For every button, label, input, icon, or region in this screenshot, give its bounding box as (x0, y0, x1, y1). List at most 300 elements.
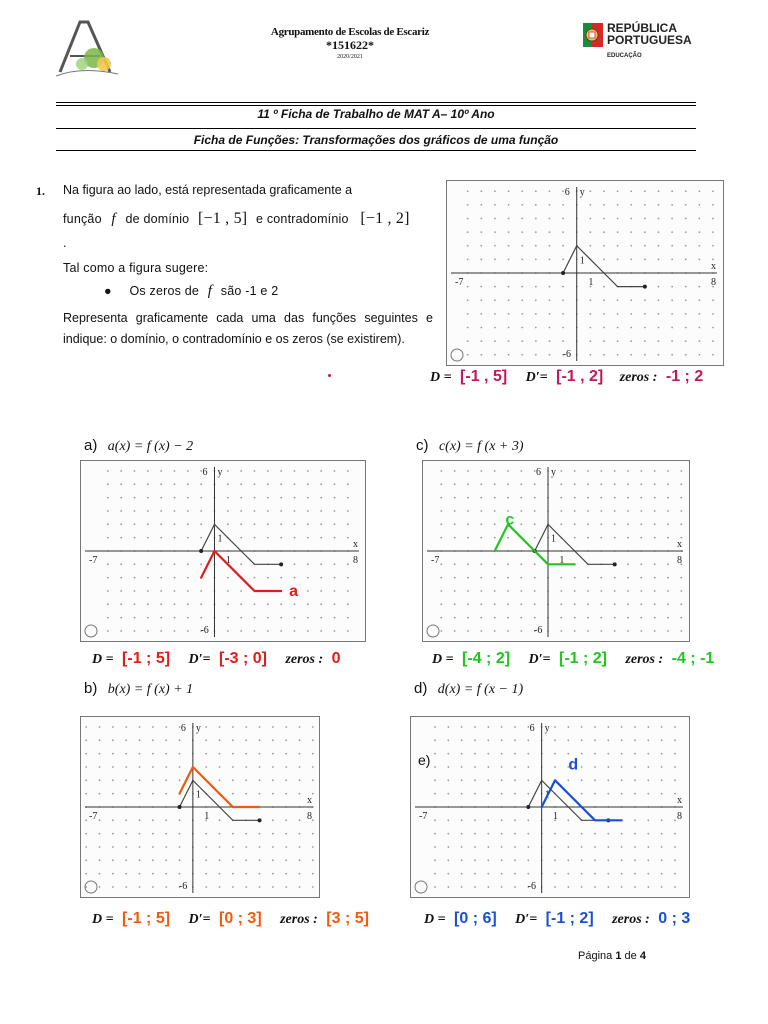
grid-dot (232, 739, 234, 741)
grid-dot (454, 577, 456, 579)
grid-dot (219, 873, 221, 875)
grid-dot (487, 873, 489, 875)
grid-dot (461, 886, 463, 888)
grid-dot (320, 483, 322, 485)
grid-dot (467, 617, 469, 619)
grid-dot (535, 299, 537, 301)
grid-dot (334, 497, 336, 499)
grid-dot (680, 617, 682, 619)
y-tick-top: 6 (536, 467, 542, 478)
grid-dot (640, 630, 642, 632)
grid-dot (200, 497, 202, 499)
grid-dot (685, 354, 687, 356)
grid-dot (587, 603, 589, 605)
main-answer: D = [-1 , 5] D′= [-1 , 2] zeros : -1 ; 2 (430, 368, 704, 385)
grid-dot (589, 218, 591, 220)
grid-dot (134, 497, 136, 499)
grid-dot (647, 859, 649, 861)
y-tick-unit: 1 (544, 789, 550, 801)
grid-dot (240, 510, 242, 512)
grid-dot (227, 590, 229, 592)
grid-dot (454, 497, 456, 499)
grid-dot (334, 617, 336, 619)
grid-dot (120, 577, 122, 579)
worksheet-subtitle: Ficha de Funções: Transformações dos gráficos de uma função (193, 133, 559, 147)
grid-dot (299, 779, 301, 781)
grid-dot (187, 630, 189, 632)
grid-dot (467, 483, 469, 485)
grid-dot (674, 819, 676, 821)
grid-dot (507, 483, 509, 485)
grid-dot (630, 327, 632, 329)
grid-dot (139, 886, 141, 888)
grid-dot (507, 537, 509, 539)
grid-dot (467, 470, 469, 472)
grid-dot (627, 577, 629, 579)
grid-dot (698, 299, 700, 301)
grid-dot (581, 739, 583, 741)
grid-dot (320, 603, 322, 605)
grid-dot (514, 739, 516, 741)
grid-dot (85, 779, 87, 781)
grid-dot (634, 833, 636, 835)
grid-dot (661, 873, 663, 875)
grid-dot (294, 603, 296, 605)
grid-dot (667, 630, 669, 632)
grid-dot (461, 739, 463, 741)
grid-dot (320, 617, 322, 619)
grid-dot (85, 793, 87, 795)
grid-dot (627, 470, 629, 472)
grid-dot (698, 354, 700, 356)
grid-dot (139, 846, 141, 848)
y-tick-unit: 1 (551, 533, 557, 545)
grid-dot (474, 726, 476, 728)
grid-dot (521, 313, 523, 315)
grid-dot (680, 483, 682, 485)
grid-dot (474, 846, 476, 848)
grid-dot (200, 603, 202, 605)
grid-dot (160, 483, 162, 485)
grid-dot (152, 753, 154, 755)
grid-dot (617, 327, 619, 329)
grid-dot (120, 523, 122, 525)
grid-dot (454, 630, 456, 632)
grid-dot (614, 470, 616, 472)
grid-dot (535, 204, 537, 206)
grid-dot (112, 846, 114, 848)
grid-dot (508, 258, 510, 260)
grid-dot (174, 523, 176, 525)
grid-dot (630, 231, 632, 233)
grid-dot (467, 577, 469, 579)
grid-dot (259, 766, 261, 768)
grid-dot (567, 873, 569, 875)
grid-dot (567, 833, 569, 835)
grid-dot (447, 873, 449, 875)
grid-dot (285, 819, 287, 821)
grid-dot (152, 793, 154, 795)
y-tick-unit: 1 (579, 255, 585, 267)
grid-dot (603, 245, 605, 247)
grid-dot (467, 286, 469, 288)
grid-dot (125, 753, 127, 755)
grid-dot (680, 603, 682, 605)
grid-dot (603, 327, 605, 329)
grid-dot (259, 873, 261, 875)
x-axis-name: x (307, 795, 312, 806)
grid-dot (535, 245, 537, 247)
grid-dot (125, 833, 127, 835)
grid-dot (227, 617, 229, 619)
grid-dot (240, 590, 242, 592)
x-tick-right: 8 (711, 277, 716, 288)
grid-dot (589, 190, 591, 192)
grid-dot (454, 483, 456, 485)
grid-dot (480, 286, 482, 288)
grid-dot (494, 590, 496, 592)
grid-dot (698, 204, 700, 206)
grid-dot (712, 354, 714, 356)
grid-dot (647, 779, 649, 781)
grid-dot (299, 833, 301, 835)
republic-title: REPÚBLICA PORTUGUESA (607, 21, 692, 47)
grid-dot (434, 753, 436, 755)
grid-dot (219, 753, 221, 755)
answer-c: D = [-4 ; 2] D′= [-1 ; 2] zeros : -4 ; -1 (432, 650, 715, 667)
grid-dot (685, 231, 687, 233)
grid-dot (521, 245, 523, 247)
grid-dot (534, 590, 536, 592)
grid-dot (494, 190, 496, 192)
grid-dot (447, 859, 449, 861)
grid-dot (227, 603, 229, 605)
grid-dot (562, 340, 564, 342)
main-range: [-1 , 2] (556, 368, 604, 385)
grid-dot (112, 753, 114, 755)
grid-dot (174, 563, 176, 565)
grid-dot (640, 483, 642, 485)
grid-dot (560, 510, 562, 512)
grid-dot (621, 793, 623, 795)
grid-dot (521, 354, 523, 356)
x-tick-right: 8 (677, 555, 682, 566)
grid-dot (630, 204, 632, 206)
graph-d (410, 716, 690, 898)
function-f-curve (535, 524, 615, 564)
grid-dot (320, 577, 322, 579)
grid-dot (594, 779, 596, 781)
grid-dot (227, 630, 229, 632)
grid-dot (674, 846, 676, 848)
grid-svg (81, 717, 319, 897)
scan-logo-icon (85, 625, 97, 637)
endpoint-left (178, 805, 182, 809)
y-axis-name: y (579, 187, 585, 198)
question-line-2: função f de domínio [−1 , 5] e contradomínio [−1 , 2] (63, 210, 410, 227)
grid-dot (280, 630, 282, 632)
grid-dot (680, 510, 682, 512)
grid-dot (245, 873, 247, 875)
grid-dot (640, 603, 642, 605)
grid-dot (347, 523, 349, 525)
grid-dot (240, 603, 242, 605)
grid-dot (627, 497, 629, 499)
grid-dot (85, 886, 87, 888)
endpoint-right (613, 562, 617, 566)
grid-dot (474, 753, 476, 755)
grid-dot (630, 218, 632, 220)
grid-dot (219, 846, 221, 848)
grid-dot (232, 873, 234, 875)
page-number: Página 1 de 4 (578, 950, 646, 962)
grid-dot (658, 258, 660, 260)
grid-dot (508, 327, 510, 329)
grid-dot (179, 779, 181, 781)
grid-dot (125, 739, 127, 741)
y-tick-bottom: -6 (527, 881, 537, 892)
grid-dot (139, 793, 141, 795)
grid-dot (480, 523, 482, 525)
grid-dot (152, 739, 154, 741)
grid-dot (600, 577, 602, 579)
grid-dot (134, 537, 136, 539)
grid-dot (520, 617, 522, 619)
grid-dot (280, 470, 282, 472)
grid-dot (627, 537, 629, 539)
grid-dot (603, 313, 605, 315)
grid-dot (614, 590, 616, 592)
grid-dot (320, 630, 322, 632)
grid-dot (698, 258, 700, 260)
grid-dot (607, 753, 609, 755)
grid-dot (634, 753, 636, 755)
x-tick-left: -7 (431, 555, 440, 566)
grid-dot (160, 523, 162, 525)
grid-dot (259, 779, 261, 781)
grid-dot (467, 258, 469, 260)
grid-dot (634, 846, 636, 848)
grid-dot (467, 497, 469, 499)
grid-svg (411, 717, 689, 897)
grid-dot (160, 510, 162, 512)
grid-dot (334, 470, 336, 472)
grid-dot (527, 859, 529, 861)
grid-dot (480, 603, 482, 605)
grid-svg (423, 461, 689, 641)
grid-dot (661, 766, 663, 768)
grid-dot (294, 523, 296, 525)
grid-dot (634, 766, 636, 768)
grid-dot (644, 340, 646, 342)
grid-dot (494, 218, 496, 220)
grid-dot (125, 766, 127, 768)
grid-dot (667, 603, 669, 605)
grid-dot (549, 340, 551, 342)
grid-dot (507, 590, 509, 592)
grid-dot (658, 340, 660, 342)
grid-dot (621, 886, 623, 888)
grid-dot (667, 470, 669, 472)
grid-dot (607, 779, 609, 781)
grid-dot (658, 327, 660, 329)
grid-dot (285, 753, 287, 755)
rule-4 (56, 150, 696, 151)
grid-dot (160, 617, 162, 619)
grid-dot (501, 886, 503, 888)
grid-dot (698, 218, 700, 220)
grid-dot (508, 340, 510, 342)
grid-dot (617, 231, 619, 233)
grid-dot (562, 231, 564, 233)
part-d-label: d) d(x) = f (x − 1) (414, 680, 524, 697)
grid-dot (549, 245, 551, 247)
part-c-label: c) c(x) = f (x + 3) (416, 437, 524, 454)
grid-dot (640, 563, 642, 565)
grid-dot (160, 497, 162, 499)
grid-dot (521, 258, 523, 260)
grid-dot (320, 590, 322, 592)
grid-dot (658, 354, 660, 356)
grid-dot (174, 510, 176, 512)
grid-dot (219, 726, 221, 728)
grid-dot (134, 630, 136, 632)
grid-dot (674, 886, 676, 888)
grid-dot (272, 833, 274, 835)
grid-dot (147, 537, 149, 539)
graph-b (80, 716, 320, 898)
grid-dot (112, 833, 114, 835)
grid-dot (581, 873, 583, 875)
grid-dot (685, 258, 687, 260)
grid-dot (634, 793, 636, 795)
grid-dot (440, 523, 442, 525)
x-tick-unit: 1 (204, 811, 210, 822)
grid-dot (501, 859, 503, 861)
grid-dot (474, 793, 476, 795)
grid-dot (562, 327, 564, 329)
grid-dot (501, 819, 503, 821)
grid-dot (99, 873, 101, 875)
grid-dot (712, 245, 714, 247)
grid-dot (245, 793, 247, 795)
endpoint-right (279, 562, 283, 566)
grid-dot (440, 590, 442, 592)
grid-dot (267, 497, 269, 499)
grid-dot (603, 231, 605, 233)
grid-dot (508, 313, 510, 315)
grid-dot (99, 833, 101, 835)
grid-dot (560, 630, 562, 632)
grid-dot (434, 859, 436, 861)
grid-dot (245, 779, 247, 781)
grid-dot (685, 286, 687, 288)
grid-dot (594, 873, 596, 875)
grid-dot (581, 859, 583, 861)
grid-dot (680, 470, 682, 472)
grid-dot (527, 739, 529, 741)
grid-dot (507, 497, 509, 499)
grid-dot (712, 258, 714, 260)
grid-dot (644, 313, 646, 315)
grid-dot (294, 630, 296, 632)
grid-dot (447, 779, 449, 781)
grid-dot (494, 299, 496, 301)
grid-dot (508, 245, 510, 247)
grid-dot (554, 886, 556, 888)
grid-dot (134, 603, 136, 605)
grid-dot (562, 313, 564, 315)
grid-dot (521, 327, 523, 329)
grid-dot (467, 340, 469, 342)
function-f-curve (201, 524, 281, 564)
grid-dot (200, 537, 202, 539)
grid-dot (614, 483, 616, 485)
grid-dot (440, 497, 442, 499)
grid-dot (272, 886, 274, 888)
grid-dot (671, 327, 673, 329)
grid-dot (285, 766, 287, 768)
grid-dot (165, 886, 167, 888)
grid-dot (685, 245, 687, 247)
grid-dot (112, 859, 114, 861)
grid-dot (661, 753, 663, 755)
grid-dot (600, 497, 602, 499)
grid-svg (447, 181, 723, 365)
grid-dot (272, 766, 274, 768)
grid-dot (259, 886, 261, 888)
grid-dot (617, 218, 619, 220)
grid-dot (187, 523, 189, 525)
grid-dot (581, 753, 583, 755)
grid-dot (147, 563, 149, 565)
question-number: 1. (36, 184, 45, 198)
grid-dot (501, 726, 503, 728)
grid-dot (535, 190, 537, 192)
grid-dot (147, 483, 149, 485)
grid-dot (99, 819, 101, 821)
grid-dot (712, 190, 714, 192)
grid-dot (107, 497, 109, 499)
grid-dot (644, 327, 646, 329)
grid-dot (614, 497, 616, 499)
grid-dot (112, 873, 114, 875)
grid-dot (600, 603, 602, 605)
grid-dot (334, 577, 336, 579)
grid-dot (627, 630, 629, 632)
grid-dot (654, 617, 656, 619)
grid-dot (307, 537, 309, 539)
grid-dot (640, 617, 642, 619)
grid-dot (654, 590, 656, 592)
grid-dot (514, 819, 516, 821)
grid-dot (125, 846, 127, 848)
grid-dot (658, 204, 660, 206)
grid-dot (594, 859, 596, 861)
grid-dot (654, 470, 656, 472)
grid-dot (549, 313, 551, 315)
grid-dot (658, 313, 660, 315)
function-f-curve (563, 246, 645, 287)
grid-dot (520, 483, 522, 485)
grid-dot (594, 793, 596, 795)
grid-dot (187, 510, 189, 512)
grid-dot (685, 299, 687, 301)
grid-dot (614, 577, 616, 579)
grid-dot (680, 523, 682, 525)
grid-dot (514, 833, 516, 835)
grid-dot (640, 590, 642, 592)
